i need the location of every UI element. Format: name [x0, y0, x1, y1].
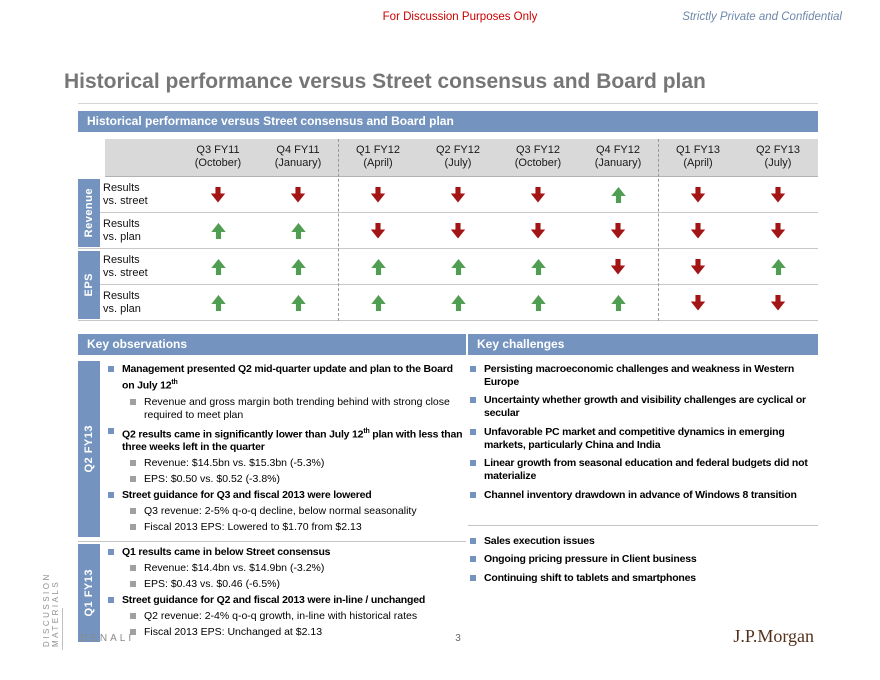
- bullet-item: [108, 578, 466, 591]
- column-header: Q3 FY11 (October): [194, 144, 242, 169]
- bullet-marker-icon: [108, 366, 114, 372]
- up-arrow-icon: [258, 259, 338, 275]
- up-arrow-icon: [258, 295, 338, 311]
- page-number: 3: [455, 633, 461, 644]
- bullet-item: [470, 363, 818, 389]
- down-arrow-icon: [338, 223, 418, 239]
- up-arrow-icon: [178, 295, 258, 311]
- down-arrow-icon: [578, 259, 658, 275]
- row-label: Results vs. street: [103, 181, 148, 207]
- column-header: Q2 FY13 (July): [755, 144, 801, 169]
- bullet-marker-icon: [130, 476, 136, 482]
- arrow-cells: [178, 259, 818, 275]
- performance-table: [78, 139, 818, 321]
- bullet-item: [108, 457, 466, 470]
- up-arrow-icon: [418, 295, 498, 311]
- bullet-item: [108, 610, 466, 623]
- bullet-text: EPS: $0.43 vs. $0.46 (-6.5%): [144, 578, 280, 590]
- row-label: Results vs. street: [103, 253, 148, 279]
- table-header-row: [105, 139, 818, 177]
- bullet-text: Continuing shift to tablets and smartphones: [484, 571, 696, 584]
- key-challenges-header: Key challenges: [468, 334, 818, 355]
- bullet-text: Fiscal 2013 EPS: Unchanged at $2.13: [144, 626, 323, 638]
- row-label: Results vs. plan: [103, 289, 141, 315]
- q2fy13-observations: [100, 359, 466, 539]
- q1fy13-band: Q1 FY13: [78, 544, 100, 642]
- key-observations-panel: [78, 334, 466, 644]
- revenue-group-band: Revenue: [78, 179, 100, 247]
- down-arrow-icon: [258, 187, 338, 203]
- bullet-item: [108, 396, 466, 422]
- row-label: Results vs. plan: [103, 217, 141, 243]
- bullet-marker-icon: [130, 460, 136, 466]
- up-arrow-icon: [578, 187, 658, 203]
- down-arrow-icon: [738, 223, 818, 239]
- bullet-item: [470, 572, 818, 585]
- bullet-marker-icon: [108, 597, 114, 603]
- up-arrow-icon: [178, 259, 258, 275]
- bullet-item: [470, 426, 818, 452]
- table-banner: Historical performance versus Street consensus and Board plan: [78, 111, 818, 132]
- down-arrow-icon: [418, 187, 498, 203]
- arrow-cells: [178, 295, 818, 311]
- bullet-text: Q2 revenue: 2-4% q-o-q growth, in-line with historical rates: [144, 610, 418, 622]
- bullet-marker-icon: [470, 397, 476, 403]
- column-header: Q4 FY11 (January): [274, 144, 322, 169]
- bullet-text: Persisting macroeconomic challenges and weakness in Western Europe: [484, 362, 795, 388]
- bullet-text: Q3 revenue: 2-5% q-o-q decline, below normal seasonality: [144, 505, 417, 517]
- eps-group-band: EPS: [78, 251, 100, 319]
- bullet-text: Unfavorable PC market and competitive dynamics in emerging markets, particularly China and India: [484, 425, 785, 451]
- column-header: Q3 FY12 (October): [514, 144, 562, 169]
- up-arrow-icon: [338, 259, 418, 275]
- q1fy13-section: [78, 541, 466, 644]
- down-arrow-icon: [658, 295, 738, 311]
- down-arrow-icon: [658, 259, 738, 275]
- bullet-item: [108, 489, 466, 502]
- down-arrow-icon: [338, 187, 418, 203]
- arrow-cells: [178, 187, 818, 203]
- bullet-marker-icon: [130, 613, 136, 619]
- bullet-item: [470, 489, 818, 502]
- bullet-marker-icon: [470, 429, 476, 435]
- jpmorgan-logo: J.P.Morgan: [733, 626, 814, 646]
- up-arrow-icon: [258, 223, 338, 239]
- bullet-item: [470, 394, 818, 420]
- bullet-item: [470, 553, 818, 566]
- down-arrow-icon: [498, 187, 578, 203]
- bullet-item: [108, 473, 466, 486]
- fiscal-year-divider: [338, 139, 339, 321]
- up-arrow-icon: [418, 259, 498, 275]
- up-arrow-icon: [178, 223, 258, 239]
- bullet-item: [108, 594, 466, 607]
- bullet-marker-icon: [470, 366, 476, 372]
- project-name: DENALI: [80, 633, 135, 644]
- bullet-marker-icon: [470, 460, 476, 466]
- bullet-text: Management presented Q2 mid-quarter update and plan to the Board on July 12th: [122, 363, 453, 392]
- title-rule: [78, 103, 818, 104]
- bullet-text: Revenue: $14.4bn vs. $14.9bn (-3.2%): [144, 562, 325, 574]
- q2fy13-section: [78, 359, 466, 539]
- bullet-item: [108, 562, 466, 575]
- bullet-text: Street guidance for Q2 and fiscal 2013 were in-line / unchanged: [122, 594, 426, 606]
- up-arrow-icon: [578, 295, 658, 311]
- bullet-marker-icon: [130, 565, 136, 571]
- confidential-text: Strictly Private and Confidential: [682, 11, 842, 23]
- page-title: Historical performance versus Street consensus and Board plan: [64, 70, 706, 93]
- bullet-item: [108, 425, 466, 455]
- bullet-item: [470, 535, 818, 548]
- bullet-marker-icon: [130, 524, 136, 530]
- table-row: [78, 213, 818, 249]
- bullet-marker-icon: [108, 549, 114, 555]
- table-row: [78, 249, 818, 285]
- bullet-item: [108, 505, 466, 518]
- down-arrow-icon: [178, 187, 258, 203]
- down-arrow-icon: [658, 223, 738, 239]
- bullet-marker-icon: [470, 575, 476, 581]
- q2fy13-challenges: [468, 355, 818, 525]
- q1fy13-challenges: [468, 525, 818, 585]
- bullet-text: Uncertainty whether growth and visibility challenges are cyclical or secular: [484, 394, 806, 419]
- q1fy13-observations: [100, 542, 466, 644]
- bullet-text: Q2 results came in significantly lower than July 12th plan with less than three weeks left in the quarter: [122, 427, 463, 453]
- up-arrow-icon: [738, 259, 818, 275]
- bullet-text: Street guidance for Q3 and fiscal 2013 were lowered: [122, 489, 372, 501]
- column-header: Q4 FY12 (January): [594, 144, 642, 169]
- bullet-text: Channel inventory drawdown in advance of Windows 8 transition: [484, 488, 797, 501]
- bullet-text: Linear growth from seasonal education and federal budgets did not materialize: [484, 457, 808, 482]
- arrow-cells: [178, 223, 818, 239]
- up-arrow-icon: [498, 259, 578, 275]
- bullet-text: Fiscal 2013 EPS: Lowered to $1.70 from $2.13: [144, 521, 362, 533]
- bullet-text: Ongoing pricing pressure in Client business: [484, 553, 697, 565]
- table-row: [78, 177, 818, 213]
- bullet-item: [108, 546, 466, 559]
- bullet-text: Revenue: $14.5bn vs. $15.3bn (-5.3%): [144, 457, 325, 469]
- up-arrow-icon: [498, 295, 578, 311]
- down-arrow-icon: [738, 187, 818, 203]
- down-arrow-icon: [578, 223, 658, 239]
- down-arrow-icon: [738, 295, 818, 311]
- bullet-marker-icon: [108, 492, 114, 498]
- disclaimer-text: For Discussion Purposes Only: [382, 11, 538, 23]
- table-header-cells: [178, 139, 818, 176]
- fiscal-year-divider: [658, 139, 659, 321]
- bullet-item: [108, 521, 466, 534]
- side-label: DISCUSSION MATERIALS: [42, 572, 60, 647]
- column-header: Q2 FY12 (July): [435, 144, 481, 169]
- column-header: Q1 FY13 (April): [675, 144, 721, 169]
- down-arrow-icon: [498, 223, 578, 239]
- bullet-marker-icon: [470, 538, 476, 544]
- bullet-text: Revenue and gross margin both trending behind with strong close required to meet plan: [144, 395, 450, 421]
- key-observations-header: Key observations: [78, 334, 466, 355]
- bullet-item: [470, 457, 818, 483]
- bullet-marker-icon: [470, 492, 476, 498]
- bullet-marker-icon: [470, 556, 476, 562]
- table-row: [78, 285, 818, 321]
- bullet-marker-icon: [130, 508, 136, 514]
- key-challenges-panel: [468, 334, 818, 590]
- column-header: Q1 FY12 (April): [355, 144, 401, 169]
- bullet-marker-icon: [130, 581, 136, 587]
- bullet-marker-icon: [108, 428, 114, 434]
- header-spacer: [105, 139, 178, 176]
- up-arrow-icon: [338, 295, 418, 311]
- bullet-text: Sales execution issues: [484, 534, 595, 547]
- bullet-text: Q1 results came in below Street consensus: [122, 546, 331, 558]
- bullet-text: EPS: $0.50 vs. $0.52 (-3.8%): [144, 473, 280, 485]
- bullet-item: [108, 363, 466, 393]
- observation-sections: [78, 359, 466, 644]
- bullet-marker-icon: [130, 399, 136, 405]
- table-rows: [78, 177, 818, 321]
- down-arrow-icon: [418, 223, 498, 239]
- down-arrow-icon: [658, 187, 738, 203]
- performance-table-panel: [78, 111, 818, 321]
- q2fy13-band: Q2 FY13: [78, 361, 100, 537]
